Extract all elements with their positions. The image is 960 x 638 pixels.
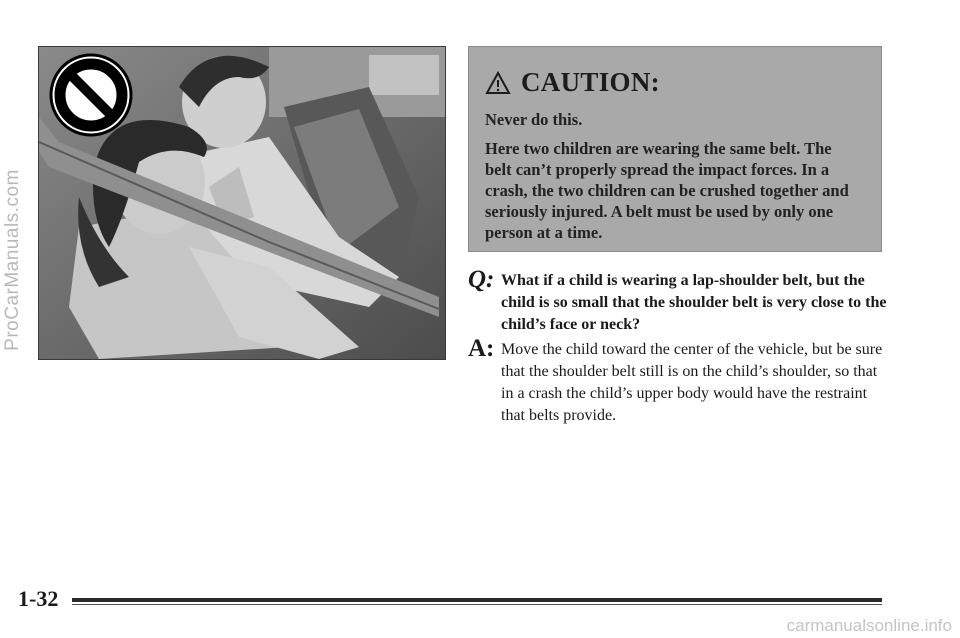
- caution-lead: Never do this.: [485, 110, 583, 129]
- answer-text: Move the child toward the center of the vehicle, but be sure that the shoulder belt still is on the child’s shoulder, so that in a crash the child’s upper body would have the restraint that belts provide.: [501, 341, 883, 424]
- caution-box: [468, 46, 882, 252]
- caution-body: Here two children are wearing the same belt. The belt can’t properly spread the impact forces. In a crash, the two children can be crushed together and seriously injured. A belt must be used by only one person at a time.: [485, 139, 849, 242]
- warning-triangle-icon: [485, 71, 511, 95]
- footer-rule-thin: [72, 604, 882, 605]
- footer-rule: [72, 598, 882, 602]
- caution-heading: [485, 67, 859, 98]
- bottom-watermark: carmanualsonline.info: [786, 616, 952, 635]
- answer-label: A:: [468, 335, 495, 362]
- answer-block: [468, 335, 888, 427]
- caution-title: CAUTION:: [521, 67, 660, 97]
- side-watermark: [2, 90, 24, 430]
- question-label: Q:: [468, 266, 495, 293]
- page-number: 1-32: [18, 586, 59, 611]
- side-watermark-text: ProCarManuals.com: [2, 169, 24, 351]
- two-children-sharing-belt-illustration: [38, 46, 446, 360]
- illustration-drawing: [39, 47, 445, 359]
- question-text: What if a child is wearing a lap-shoulder belt, but the child is so small that the shoulder belt is very close to the child’s face or neck?: [501, 272, 887, 333]
- no-symbol-icon: [51, 55, 131, 135]
- question-block: [468, 266, 888, 336]
